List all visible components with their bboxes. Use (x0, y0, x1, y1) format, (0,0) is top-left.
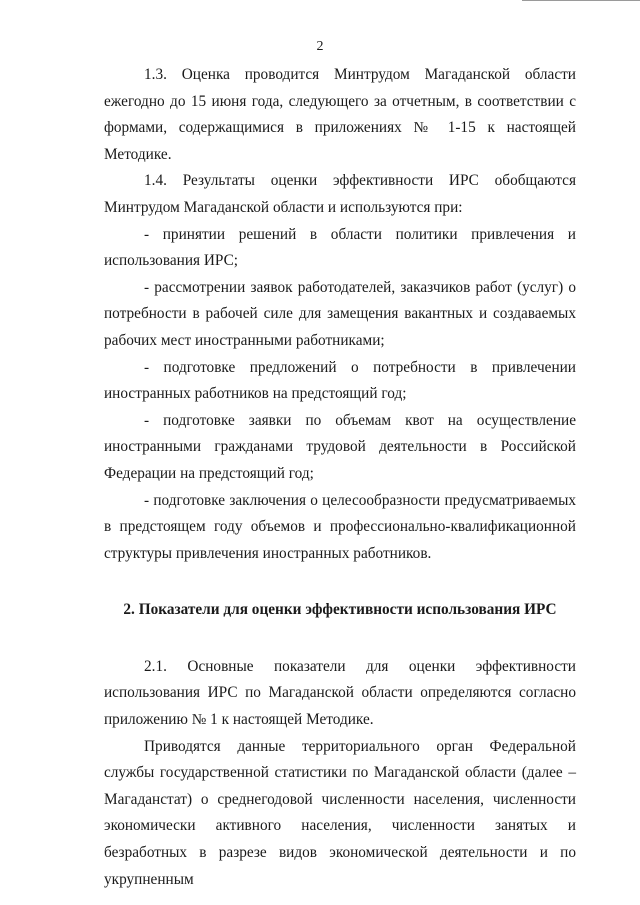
paragraph-1-3: 1.3. Оценка проводится Минтрудом Магаданской области ежегодно до 15 июня года, следующего за отчетным, в соответствии с формами, содержащимися в приложениях № 1-15 к настоящей Методике. (104, 66, 576, 163)
list-item-proposals: - подготовке предложений о потребности в привлечении иностранных работников на предстоящий год; (104, 358, 576, 403)
section-heading: 2. Показатели для оценки эффективности использования ИРС (123, 601, 557, 619)
page-number: 2 (316, 39, 324, 54)
list-item-quotas: - подготовке заявки по объемам квот на осуществление иностранными гражданами трудовой деятельности в Российской Федерации на предстоящий год; (104, 411, 576, 482)
paragraph-2-1: 2.1. Основные показатели для оценки эффективности использования ИРС по Магаданской области определяются согласно приложению № 1 к настоящей Методике. (104, 657, 576, 729)
top-edge-rule (522, 0, 640, 1)
document-body (104, 62, 576, 893)
paragraph-magadanstat: Приводятся данные территориального орган Федеральной службы государственной статистики по Магаданской области (далее – Магаданстат) о среднегодовой численности населения, численности экономически активного населения, численности занятых и безработных в разрезе видов экономической деятельности и по укрупненным (104, 737, 576, 888)
list-item-decisions: - принятии решений в области политики привлечения и использования ИРС; (104, 225, 576, 270)
list-item-applications: - рассмотрении заявок работодателей, заказчиков работ (услуг) о потребности в рабочей силе для замещения вакантных и создаваемых рабочих мест иностранными работниками; (104, 278, 576, 349)
list-item-conclusion: - подготовке заключения о целесообразности предусматриваемых в предстоящем году объемов и профессионально-квалификационной структуры привлечения иностранных работников. (104, 491, 576, 562)
paragraph-1-4: 1.4. Результаты оценки эффективности ИРС обобщаются Минтрудом Магаданской области и используются при: (104, 172, 576, 216)
